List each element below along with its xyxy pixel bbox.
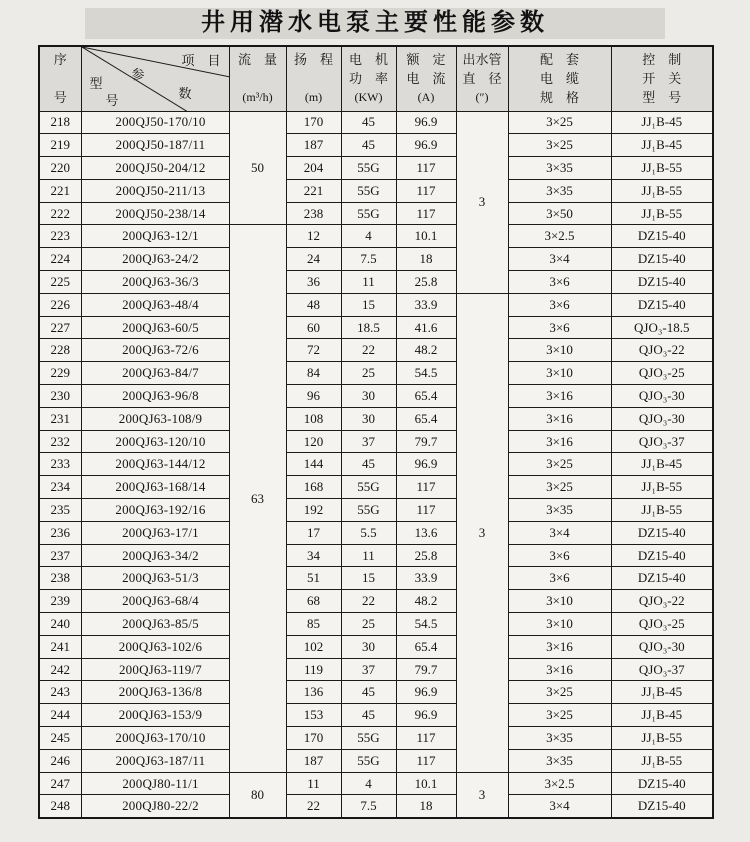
cell-current: 25.8 <box>396 544 456 567</box>
cell-serial: 226 <box>39 293 81 316</box>
header-power-line2: 功 率 <box>348 71 388 87</box>
cell-head: 17 <box>286 521 341 544</box>
cell-head: 72 <box>286 339 341 362</box>
cell-cable: 3×35 <box>508 157 611 180</box>
table-row <box>39 385 713 408</box>
cell-cable: 3×16 <box>508 430 611 453</box>
cell-serial: 218 <box>39 111 81 134</box>
cell-head: 11 <box>286 772 341 795</box>
cell-serial: 247 <box>39 772 81 795</box>
cell-model: 200QJ63-51/3 <box>81 567 229 590</box>
cell-head: 170 <box>286 727 341 750</box>
cell-power: 45 <box>341 134 396 157</box>
cell-switch: QJO₃-18.5 <box>611 316 713 339</box>
cell-switch: JJ₁B-55 <box>611 499 713 522</box>
cell-cable: 3×4 <box>508 795 611 818</box>
header-head-unit: (m) <box>304 90 323 105</box>
cell-serial: 220 <box>39 157 81 180</box>
cell-current: 54.5 <box>396 362 456 385</box>
cell-power: 45 <box>341 453 396 476</box>
table-row <box>39 521 713 544</box>
cell-model: 200QJ63-84/7 <box>81 362 229 385</box>
header-outlet-line1: 出水管 <box>462 52 502 68</box>
header-serial-line1: 序 <box>53 52 67 68</box>
cell-cable: 3×25 <box>508 453 611 476</box>
cell-switch: QJO₃-30 <box>611 385 713 408</box>
cell-cable: 3×6 <box>508 293 611 316</box>
cell-switch: DZ15-40 <box>611 271 713 294</box>
header-switch-line1: 控 制 <box>642 52 682 68</box>
cell-model: 200QJ63-187/11 <box>81 749 229 772</box>
cell-model: 200QJ63-34/2 <box>81 544 229 567</box>
table-row <box>39 567 713 590</box>
header-flow-label: 流 量 <box>237 52 277 68</box>
header-param-char1: 参 <box>131 67 145 82</box>
cell-outlet-merged: 3 <box>456 293 508 772</box>
cell-model: 200QJ50-204/12 <box>81 157 229 180</box>
header-model-char2: 号 <box>105 93 119 108</box>
cell-serial: 240 <box>39 613 81 636</box>
cell-power: 7.5 <box>341 248 396 271</box>
cell-serial: 248 <box>39 795 81 818</box>
cell-power: 25 <box>341 362 396 385</box>
cell-cable: 3×6 <box>508 567 611 590</box>
cell-current: 18 <box>396 248 456 271</box>
cell-model: 200QJ80-11/1 <box>81 772 229 795</box>
cell-flow-merged: 80 <box>229 772 286 818</box>
cell-switch: JJ₁B-45 <box>611 111 713 134</box>
cell-switch: DZ15-40 <box>611 248 713 271</box>
cell-current: 10.1 <box>396 772 456 795</box>
cell-power: 55G <box>341 476 396 499</box>
cell-current: 96.9 <box>396 111 456 134</box>
cell-head: 24 <box>286 248 341 271</box>
cell-cable: 3×25 <box>508 681 611 704</box>
cell-head: 136 <box>286 681 341 704</box>
cell-serial: 221 <box>39 179 81 202</box>
table-row <box>39 202 713 225</box>
cell-head: 192 <box>286 499 341 522</box>
cell-head: 60 <box>286 316 341 339</box>
pump-parameters-table <box>38 45 714 819</box>
cell-switch: QJO₃-30 <box>611 407 713 430</box>
cell-power: 55G <box>341 179 396 202</box>
cell-current: 79.7 <box>396 430 456 453</box>
header-cable-line1: 配 套 <box>539 52 579 68</box>
cell-head: 22 <box>286 795 341 818</box>
header-current-line2: 电 流 <box>406 71 446 87</box>
cell-model: 200QJ63-96/8 <box>81 385 229 408</box>
cell-current: 33.9 <box>396 567 456 590</box>
cell-current: 96.9 <box>396 704 456 727</box>
header-serial <box>39 46 81 111</box>
cell-cable: 3×10 <box>508 339 611 362</box>
cell-switch: DZ15-40 <box>611 225 713 248</box>
table-row <box>39 339 713 362</box>
cell-power: 55G <box>341 749 396 772</box>
cell-cable: 3×25 <box>508 476 611 499</box>
cell-cable: 3×25 <box>508 111 611 134</box>
cell-model: 200QJ50-238/14 <box>81 202 229 225</box>
cell-head: 187 <box>286 749 341 772</box>
header-flow-unit: (m³/h) <box>242 90 273 105</box>
cell-serial: 243 <box>39 681 81 704</box>
header-outlet-line2: 直 径 <box>462 71 502 87</box>
cell-cable: 3×10 <box>508 613 611 636</box>
cell-serial: 234 <box>39 476 81 499</box>
cell-power: 22 <box>341 339 396 362</box>
header-outlet-unit: (″) <box>475 90 489 105</box>
cell-switch: QJO₃-25 <box>611 613 713 636</box>
cell-current: 33.9 <box>396 293 456 316</box>
cell-switch: JJ₁B-55 <box>611 157 713 180</box>
cell-serial: 219 <box>39 134 81 157</box>
cell-power: 30 <box>341 635 396 658</box>
cell-model: 200QJ63-136/8 <box>81 681 229 704</box>
cell-head: 204 <box>286 157 341 180</box>
cell-cable: 3×16 <box>508 658 611 681</box>
cell-head: 187 <box>286 134 341 157</box>
cell-model: 200QJ63-68/4 <box>81 590 229 613</box>
cell-cable: 3×50 <box>508 202 611 225</box>
cell-cable: 3×16 <box>508 407 611 430</box>
cell-current: 117 <box>396 202 456 225</box>
cell-model: 200QJ63-72/6 <box>81 339 229 362</box>
cell-cable: 3×4 <box>508 521 611 544</box>
cell-model: 200QJ63-192/16 <box>81 499 229 522</box>
header-head <box>286 46 341 111</box>
table-row <box>39 635 713 658</box>
cell-current: 10.1 <box>396 225 456 248</box>
cell-cable: 3×6 <box>508 544 611 567</box>
pump-table-body <box>39 111 713 818</box>
table-row <box>39 704 713 727</box>
header-head-label: 扬 程 <box>293 52 333 68</box>
cell-head: 108 <box>286 407 341 430</box>
cell-model: 200QJ63-108/9 <box>81 407 229 430</box>
cell-current: 41.6 <box>396 316 456 339</box>
table-row <box>39 293 713 316</box>
cell-current: 117 <box>396 476 456 499</box>
cell-power: 22 <box>341 590 396 613</box>
table-row <box>39 476 713 499</box>
cell-serial: 235 <box>39 499 81 522</box>
table-row <box>39 179 713 202</box>
cell-serial: 227 <box>39 316 81 339</box>
cell-head: 120 <box>286 430 341 453</box>
cell-current: 65.4 <box>396 385 456 408</box>
cell-outlet-merged: 3 <box>456 111 508 293</box>
header-param-char2: 数 <box>178 86 192 101</box>
cell-model: 200QJ63-36/3 <box>81 271 229 294</box>
cell-model: 200QJ63-170/10 <box>81 727 229 750</box>
cell-head: 102 <box>286 635 341 658</box>
cell-serial: 222 <box>39 202 81 225</box>
cell-switch: DZ15-40 <box>611 293 713 316</box>
cell-serial: 229 <box>39 362 81 385</box>
table-row <box>39 544 713 567</box>
cell-power: 25 <box>341 613 396 636</box>
cell-cable: 3×35 <box>508 727 611 750</box>
cell-power: 4 <box>341 772 396 795</box>
cell-switch: JJ₁B-45 <box>611 704 713 727</box>
cell-head: 119 <box>286 658 341 681</box>
header-cable-line2: 电 缆 <box>539 71 579 87</box>
cell-head: 36 <box>286 271 341 294</box>
header-current <box>396 46 456 111</box>
cell-serial: 237 <box>39 544 81 567</box>
cell-power: 55G <box>341 499 396 522</box>
cell-power: 18.5 <box>341 316 396 339</box>
cell-head: 96 <box>286 385 341 408</box>
cell-current: 18 <box>396 795 456 818</box>
cell-serial: 232 <box>39 430 81 453</box>
cell-switch: DZ15-40 <box>611 544 713 567</box>
cell-cable: 3×6 <box>508 271 611 294</box>
cell-head: 170 <box>286 111 341 134</box>
cell-current: 48.2 <box>396 339 456 362</box>
cell-head: 144 <box>286 453 341 476</box>
cell-model: 200QJ63-60/5 <box>81 316 229 339</box>
table-row <box>39 407 713 430</box>
cell-switch: QJO₃-22 <box>611 590 713 613</box>
cell-current: 48.2 <box>396 590 456 613</box>
cell-head: 221 <box>286 179 341 202</box>
cell-serial: 242 <box>39 658 81 681</box>
cell-current: 65.4 <box>396 407 456 430</box>
cell-power: 45 <box>341 111 396 134</box>
cell-model: 200QJ50-187/11 <box>81 134 229 157</box>
cell-head: 68 <box>286 590 341 613</box>
table-row <box>39 681 713 704</box>
header-item-label: 项 目 <box>181 53 221 68</box>
header-switch-line2: 开 关 <box>642 71 682 87</box>
cell-head: 12 <box>286 225 341 248</box>
table-row <box>39 430 713 453</box>
cell-switch: JJ₁B-55 <box>611 727 713 750</box>
header-flow <box>229 46 286 111</box>
cell-current: 96.9 <box>396 453 456 476</box>
cell-cable: 3×35 <box>508 749 611 772</box>
table-row <box>39 727 713 750</box>
table-row <box>39 248 713 271</box>
cell-power: 15 <box>341 567 396 590</box>
cell-switch: QJO₃-25 <box>611 362 713 385</box>
cell-serial: 225 <box>39 271 81 294</box>
cell-model: 200QJ63-48/4 <box>81 293 229 316</box>
cell-cable: 3×10 <box>508 590 611 613</box>
cell-cable: 3×6 <box>508 316 611 339</box>
table-row <box>39 111 713 134</box>
cell-serial: 231 <box>39 407 81 430</box>
cell-model: 200QJ50-170/10 <box>81 111 229 134</box>
header-outlet <box>456 46 508 111</box>
cell-switch: QJO₃-30 <box>611 635 713 658</box>
cell-switch: JJ₁B-45 <box>611 681 713 704</box>
cell-power: 5.5 <box>341 521 396 544</box>
cell-cable: 3×25 <box>508 704 611 727</box>
cell-current: 96.9 <box>396 681 456 704</box>
header-power <box>341 46 396 111</box>
header-cable-line3: 规 格 <box>539 90 579 106</box>
cell-power: 55G <box>341 157 396 180</box>
cell-serial: 239 <box>39 590 81 613</box>
cell-switch: DZ15-40 <box>611 567 713 590</box>
cell-serial: 236 <box>39 521 81 544</box>
cell-cable: 3×2.5 <box>508 772 611 795</box>
cell-model: 200QJ63-120/10 <box>81 430 229 453</box>
cell-current: 79.7 <box>396 658 456 681</box>
cell-head: 153 <box>286 704 341 727</box>
table-row <box>39 499 713 522</box>
cell-serial: 224 <box>39 248 81 271</box>
cell-model: 200QJ63-12/1 <box>81 225 229 248</box>
cell-current: 117 <box>396 179 456 202</box>
header-serial-line2: 号 <box>53 90 67 106</box>
cell-current: 13.6 <box>396 521 456 544</box>
cell-serial: 238 <box>39 567 81 590</box>
cell-power: 30 <box>341 407 396 430</box>
cell-serial: 223 <box>39 225 81 248</box>
header-switch <box>611 46 713 111</box>
header-power-unit: (KW) <box>354 90 383 105</box>
cell-head: 51 <box>286 567 341 590</box>
header-power-line1: 电 机 <box>348 52 388 68</box>
cell-head: 238 <box>286 202 341 225</box>
header-switch-line3: 型 号 <box>642 90 682 106</box>
cell-model: 200QJ63-119/7 <box>81 658 229 681</box>
cell-power: 11 <box>341 271 396 294</box>
cell-switch: JJ₁B-55 <box>611 179 713 202</box>
cell-head: 168 <box>286 476 341 499</box>
table-row <box>39 749 713 772</box>
cell-power: 15 <box>341 293 396 316</box>
table-row <box>39 225 713 248</box>
table-row <box>39 271 713 294</box>
cell-switch: JJ₁B-45 <box>611 134 713 157</box>
cell-power: 11 <box>341 544 396 567</box>
cell-model: 200QJ63-24/2 <box>81 248 229 271</box>
cell-current: 65.4 <box>396 635 456 658</box>
header-diagonal-model-param-item <box>81 46 229 111</box>
table-row <box>39 613 713 636</box>
cell-head: 48 <box>286 293 341 316</box>
cell-switch: QJO₃-37 <box>611 658 713 681</box>
cell-serial: 245 <box>39 727 81 750</box>
cell-serial: 241 <box>39 635 81 658</box>
table-row <box>39 362 713 385</box>
cell-model: 200QJ63-85/5 <box>81 613 229 636</box>
cell-cable: 3×10 <box>508 362 611 385</box>
cell-model: 200QJ80-22/2 <box>81 795 229 818</box>
cell-model: 200QJ63-17/1 <box>81 521 229 544</box>
cell-power: 45 <box>341 704 396 727</box>
cell-current: 117 <box>396 157 456 180</box>
cell-serial: 244 <box>39 704 81 727</box>
cell-current: 117 <box>396 749 456 772</box>
cell-switch: DZ15-40 <box>611 521 713 544</box>
cell-switch: QJO₃-37 <box>611 430 713 453</box>
cell-power: 37 <box>341 430 396 453</box>
cell-current: 96.9 <box>396 134 456 157</box>
cell-model: 200QJ63-102/6 <box>81 635 229 658</box>
cell-flow-merged: 50 <box>229 111 286 225</box>
title-band <box>85 8 665 39</box>
cell-cable: 3×4 <box>508 248 611 271</box>
cell-current: 117 <box>396 499 456 522</box>
table-row <box>39 658 713 681</box>
cell-current: 54.5 <box>396 613 456 636</box>
table-row <box>39 795 713 818</box>
header-model-char1: 型 <box>89 76 103 91</box>
cell-switch: JJ₁B-55 <box>611 202 713 225</box>
cell-cable: 3×16 <box>508 635 611 658</box>
table-row <box>39 157 713 180</box>
cell-current: 117 <box>396 727 456 750</box>
header-current-unit: (A) <box>417 90 435 105</box>
table-row <box>39 590 713 613</box>
cell-outlet-merged: 3 <box>456 772 508 818</box>
cell-cable: 3×2.5 <box>508 225 611 248</box>
cell-serial: 228 <box>39 339 81 362</box>
cell-model: 200QJ63-168/14 <box>81 476 229 499</box>
table-row <box>39 772 713 795</box>
cell-power: 45 <box>341 681 396 704</box>
cell-serial: 246 <box>39 749 81 772</box>
cell-switch: JJ₁B-55 <box>611 749 713 772</box>
cell-model: 200QJ63-153/9 <box>81 704 229 727</box>
table-row <box>39 134 713 157</box>
cell-cable: 3×35 <box>508 179 611 202</box>
cell-head: 34 <box>286 544 341 567</box>
cell-power: 55G <box>341 202 396 225</box>
header-row <box>39 46 713 111</box>
cell-serial: 230 <box>39 385 81 408</box>
cell-flow-merged: 63 <box>229 225 286 772</box>
header-current-line1: 额 定 <box>406 52 446 68</box>
cell-switch: JJ₁B-45 <box>611 453 713 476</box>
header-cable <box>508 46 611 111</box>
cell-serial: 233 <box>39 453 81 476</box>
cell-cable: 3×16 <box>508 385 611 408</box>
cell-model: 200QJ50-211/13 <box>81 179 229 202</box>
cell-power: 7.5 <box>341 795 396 818</box>
cell-switch: JJ₁B-55 <box>611 476 713 499</box>
cell-power: 37 <box>341 658 396 681</box>
cell-head: 85 <box>286 613 341 636</box>
cell-power: 30 <box>341 385 396 408</box>
table-row <box>39 453 713 476</box>
cell-current: 25.8 <box>396 271 456 294</box>
cell-cable: 3×35 <box>508 499 611 522</box>
cell-power: 55G <box>341 727 396 750</box>
cell-cable: 3×25 <box>508 134 611 157</box>
table-row <box>39 316 713 339</box>
cell-head: 84 <box>286 362 341 385</box>
page-title: 井用潜水电泵主要性能参数 <box>201 10 549 36</box>
cell-power: 4 <box>341 225 396 248</box>
cell-switch: DZ15-40 <box>611 772 713 795</box>
cell-model: 200QJ63-144/12 <box>81 453 229 476</box>
cell-switch: DZ15-40 <box>611 795 713 818</box>
cell-switch: QJO₃-22 <box>611 339 713 362</box>
